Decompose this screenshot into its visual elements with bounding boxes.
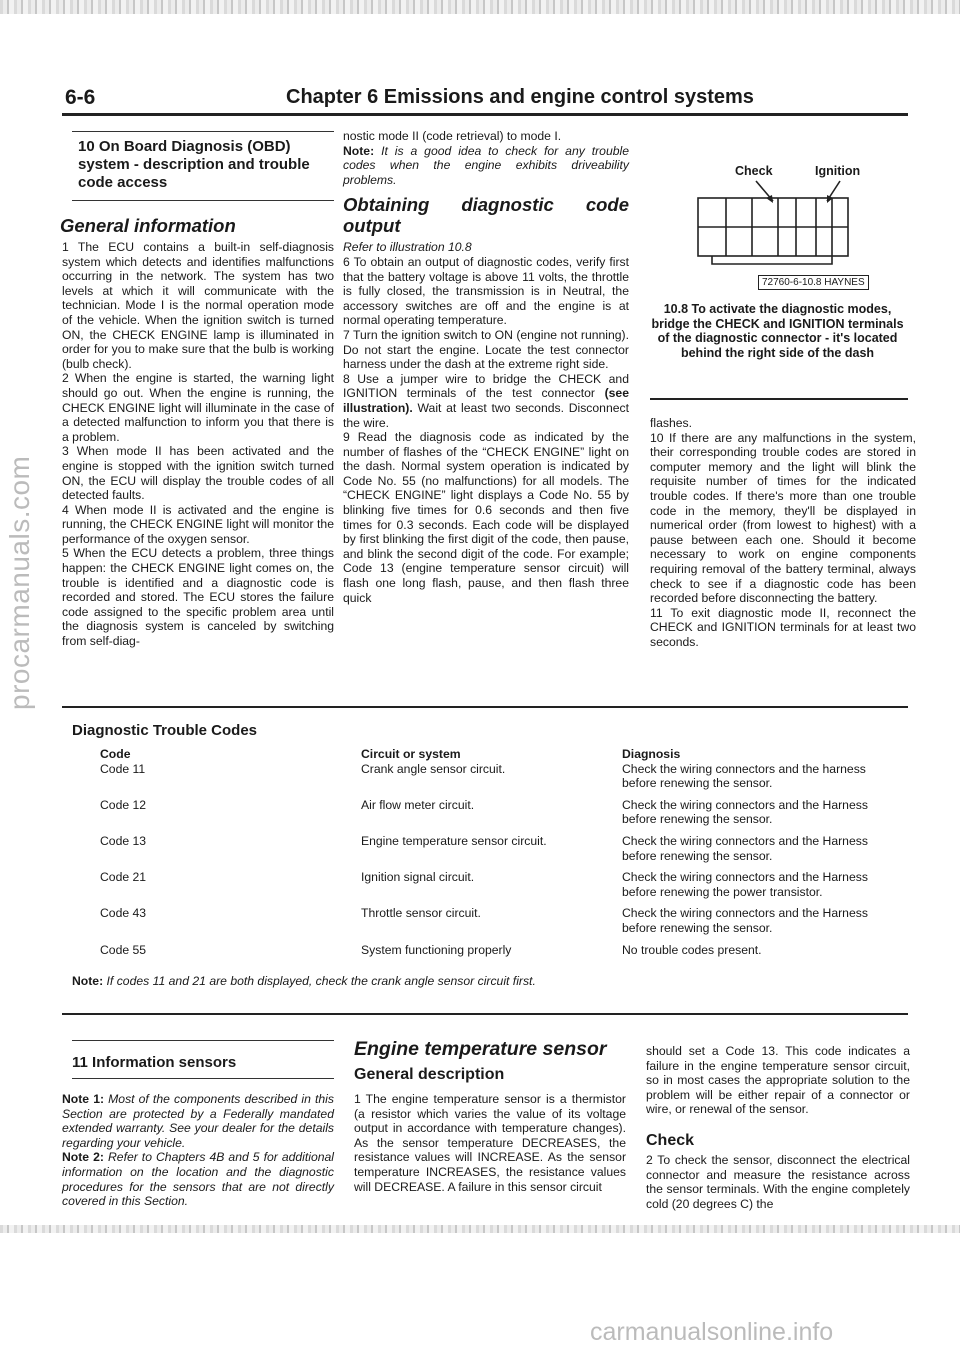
section-rule [72, 1040, 334, 1041]
table-row [100, 870, 872, 899]
page-number: 6-6 [65, 86, 96, 109]
right-column [650, 416, 916, 650]
diagnosis-cell: Check the wiring connectors and the Harness before renewing the power transistor. [622, 870, 868, 899]
header-rule [62, 113, 908, 116]
circuit-cell: Ignition signal circuit. [361, 870, 475, 885]
code-cell: Code 12 [100, 797, 147, 812]
code-cell: Code 55 [100, 942, 147, 957]
middle-column [343, 129, 629, 605]
code-cell: Code 13 [100, 833, 147, 848]
section-rule [72, 131, 334, 132]
circuit-cell: Engine temperature sensor circuit. [361, 833, 547, 848]
paragraph [343, 372, 629, 430]
figure-label-ignition: Ignition [815, 164, 861, 178]
diagnostic-connector-diagram [690, 176, 860, 266]
illustration-link[interactable]: (see illustration). [343, 386, 629, 415]
note-text: If codes 11 and 21 are both displayed, check the crank angle sensor circuit first. [106, 974, 536, 988]
chapter-title: Chapter 6 Emissions and engine control systems [286, 86, 754, 108]
table-row [100, 906, 872, 935]
general-description-heading: General description [354, 1066, 505, 1083]
table-row [100, 834, 872, 863]
table-bottom-rule [62, 1013, 908, 1015]
circuit-cell: Crank angle sensor circuit. [361, 761, 506, 776]
paragraph: 2 When the engine is started, the warning light should go out. When the engine is running, the CHECK ENGINE light will illuminate in the case of a detected malfunction to inform you that there is a problem. [62, 371, 334, 444]
engine-temp-sensor-heading: Engine temperature sensor [354, 1038, 607, 1060]
diagnosis-cell: Check the wiring connectors and the Harness before renewing the sensor. [622, 906, 868, 935]
diagnosis-cell: Check the wiring connectors and the Harness before renewing the sensor. [622, 797, 868, 827]
diagnosis-cell: No trouble codes present. [622, 942, 762, 957]
paragraph: 10 If there are any malfunctions in the system, their corresponding trouble codes are stored in computer memory and the light will blink the requisite number of times for the indicated trouble codes. If there's more than one trouble code in the memory, they'll be displayed in numerical order (from lowest to highest) with a pause between each one. Should it become necessary to work on engine components requiring removal of the battery terminal, always check to see if a diagnostic code has been recorded before disconnecting the battery. [650, 430, 916, 606]
paragraph: 3 When mode II has been activated and the engine is stopped with the ignition switch turned ON, the ECU will display the trouble codes of all detected faults. [62, 444, 334, 503]
paragraph: 11 To exit diagnostic mode II, reconnect the CHECK and IGNITION terminals for at least two seconds. [650, 605, 916, 649]
figure-reference: 72760-6-10.8 HAYNES [758, 275, 869, 290]
section-11-right-text: should set a Code 13. This code indicates a failure in the engine temperature sensor circuit, so in most cases the appropriate solution to the problem will be either repair of a connector or wire, or renewal of the sensor. [646, 1044, 910, 1117]
header-circuit: Circuit or system [361, 747, 461, 761]
table-row [100, 943, 872, 958]
table-row [100, 762, 872, 791]
paragraph: 4 When mode II is activated and the engine is running, the CHECK ENGINE light will monitor the performance of the oxygen sensor. [62, 502, 334, 546]
paragraph: 1 The ECU contains a built-in self-diagnosis system which detects and identifies malfunctions occurring in the network. The system has two levels at which it will communicate with the technician. Mode I is the normal operation mode of the vehicle. When the ignition switch is turned ON, the CHECK ENGINE lamp is illuminated in order for you to make sure that the bulb is working (bulb check). [62, 240, 334, 371]
dtc-title: Diagnostic Trouble Codes [72, 722, 258, 739]
table-top-rule [62, 706, 908, 708]
diagnosis-cell: Check the wiring connectors and the Harness before renewing the sensor. [622, 833, 868, 863]
caption-rule [650, 398, 908, 400]
note-label: Note: [343, 143, 375, 158]
obtaining-heading: Obtaining diagnostic code output [343, 194, 629, 237]
dtc-note [72, 974, 912, 989]
watermark-bottom: carmanualsonline.info [590, 1318, 834, 1346]
paragraph: flashes. [650, 416, 693, 430]
paragraph: nostic mode II (code retrieval) to mode I. [343, 129, 562, 143]
illustration-reference: Refer to illustration 10.8 [343, 240, 472, 255]
section-rule [72, 200, 334, 201]
check-heading: Check [646, 1132, 695, 1149]
note [62, 1150, 334, 1208]
general-info-heading: General information [60, 215, 236, 236]
code-cell: Code 43 [100, 906, 147, 921]
figure-caption: 10.8 To activate the diagnostic modes, bridge the CHECK and IGNITION terminals of the diagnostic connector - it's located behind the right side of the dash [651, 302, 904, 360]
circuit-cell: Throttle sensor circuit. [361, 906, 481, 921]
section-11-title: 11 Information sensors [72, 1054, 237, 1071]
dtc-table [100, 747, 872, 957]
note-text: Most of the components described in this Section are protected by a Federally mandated extended warranty. See your dealer for the details regarding your vehicle. [62, 1092, 334, 1150]
scan-noise-bottom [0, 1225, 960, 1233]
circuit-cell: Air flow meter circuit. [361, 797, 475, 812]
watermark-left: procarmanuals.com [4, 455, 35, 710]
scan-noise-top [0, 0, 960, 14]
step8-text: 8 Use a jumper wire to bridge the CHECK and IGNITION terminals of the test connector [343, 371, 629, 401]
note-label: Note: [72, 974, 104, 988]
note [343, 144, 629, 188]
general-info-text [62, 240, 334, 649]
section-10-title: 10 On Board Diagnosis (OBD) system - description and trouble code access [78, 138, 310, 191]
paragraph: 6 To obtain an output of diagnostic codes, verify first that the battery voltage is above 11 volts, the throttle is fully closed, the transmission is in Neutral, the accessory switches are off and the engine is at normal operating temperature. [343, 254, 629, 328]
note-label: Note 1: [62, 1092, 105, 1106]
table-row [100, 798, 872, 827]
note-text: Refer to Chapters 4B and 5 for additional information on the location and the diagnostic procedures for the sensors that are not directly covered in this Section. [62, 1150, 334, 1209]
step8-text-cont: Wait at least two seconds. Disconnect the wire. [343, 400, 629, 430]
paragraph: 5 When the ECU detects a problem, three things happen: the CHECK ENGINE light comes on, the trouble is identified and a diagnostic code is recorded and stored. The ECU stores the failure code assigned to the specific problem area until the diagnosis system is canceled by switching from self-diag- [62, 546, 334, 649]
header-diagnosis: Diagnosis [622, 747, 681, 761]
section-rule [72, 1078, 334, 1079]
header-code: Code [100, 747, 131, 761]
paragraph: 9 Read the diagnosis code as indicated by the number of flashes of the “CHECK ENGINE” light on the dash. Normal system operation is indicated by Code No. 55 (no malfunctions) for all models. The “CHECK ENGINE” light displays a Code No. 55 by blinking five times for 0.6 seconds and then five times for 0.3 seconds. Each code will be displayed by first blinking the first digit of the code, then pause, and blink the second digit of the code. For example; Code 13 (engine temperature sensor circuit) will flash one long flash, pause, and then flash three quick [343, 430, 629, 605]
diagnosis-cell: Check the wiring connectors and the harness before renewing the sensor. [622, 761, 866, 791]
circuit-cell: System functioning properly [361, 942, 512, 957]
general-description-text: 1 The engine temperature sensor is a thermistor (a resistor which varies the value of its voltage output in accordance with temperature changes). As the sensor temperature DECREASES, the resistance values will INCREASE. As the sensor temperature INCREASES, the resistance values will DECREASE. A failure in this sensor circuit [354, 1092, 626, 1194]
check-text: 2 To check the sensor, disconnect the electrical connector and measure the resistance across the sensor terminals. With the engine completely cold (20 degrees C) the [646, 1153, 910, 1211]
note-label: Note 2: [62, 1150, 104, 1165]
code-cell: Code 21 [100, 870, 147, 885]
figure-label-check: Check [735, 164, 773, 178]
section-11-notes [62, 1092, 334, 1209]
note-text: It is a good idea to check for any trouble codes when the engine exhibits driveability problems. [343, 143, 629, 187]
note [62, 1092, 334, 1150]
paragraph: 7 Turn the ignition switch to ON (engine not running). Do not start the engine. Locate the test connector harness under the dash at the extreme right side. [343, 327, 629, 372]
code-cell: Code 11 [100, 761, 146, 776]
table-header-row [100, 747, 872, 762]
